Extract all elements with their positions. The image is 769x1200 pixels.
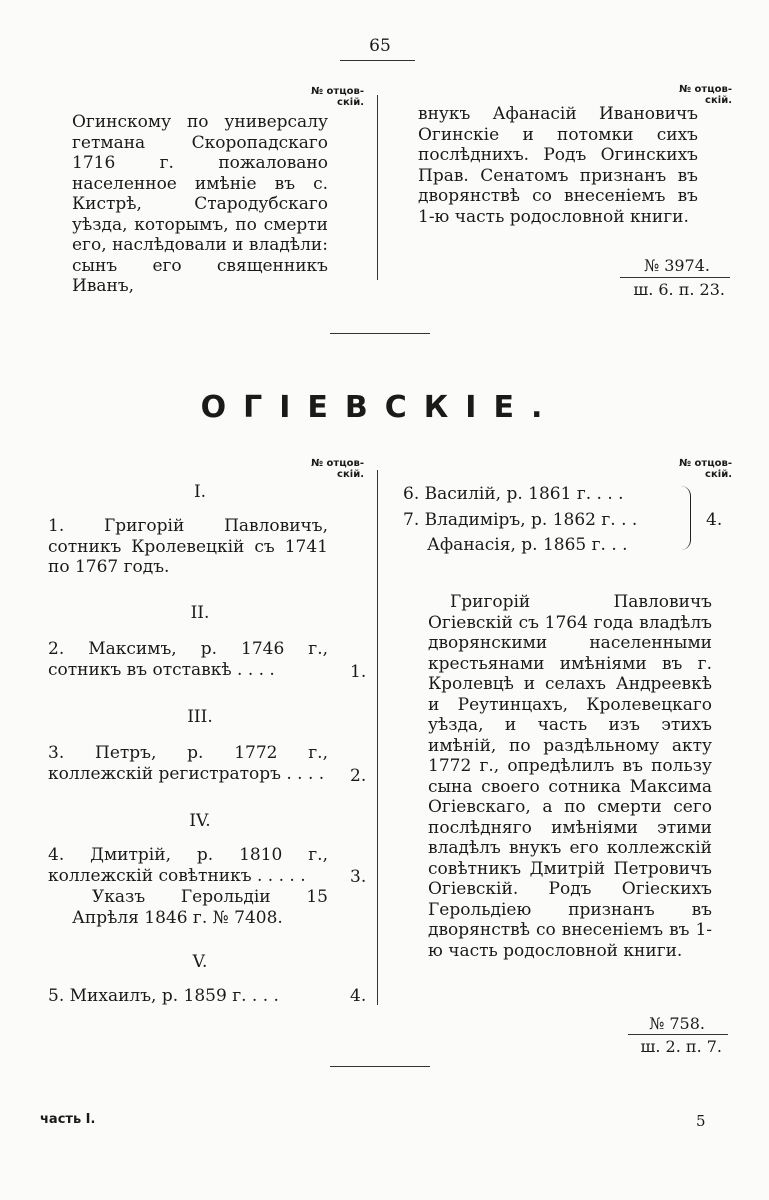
- entry-8: Афанасія, р. 1865 г. . .: [427, 535, 628, 555]
- section-title: ОГІЕВСКІЕ.: [200, 390, 560, 425]
- father-column-label-right-2: № отцов- скій.: [679, 458, 732, 480]
- entry-2: 2. Максимъ, р. 1746 г., сотникъ въ отставкѣ . . . .: [48, 639, 328, 680]
- entry-678-father: 4.: [706, 510, 723, 530]
- entry-6: 6. Василій, р. 1861 г. . . .: [403, 484, 624, 504]
- generation-4: IV.: [189, 811, 211, 831]
- bottom-ref-rule: [628, 1034, 728, 1035]
- footer-sheet-number: 5: [696, 1112, 706, 1130]
- generation-5: V.: [192, 952, 208, 972]
- separator-rule-bottom: [330, 1066, 430, 1067]
- top-ref-place: ш. 6. п. 23.: [633, 280, 725, 299]
- header-rule: [340, 60, 415, 61]
- footer-part-label: часть I.: [40, 1112, 96, 1127]
- entry-5-father: 4.: [350, 986, 367, 1006]
- top-ref-rule: [620, 277, 730, 278]
- entry-3: 3. Петръ, р. 1772 г., коллежскій регистраторъ . . . .: [48, 743, 328, 784]
- entry-4-father: 3.: [350, 867, 367, 887]
- top-column-divider: [377, 95, 378, 280]
- top-ref-number: № 3974.: [643, 256, 710, 275]
- entry-3-father: 2.: [350, 766, 367, 786]
- top-right-text: внукъ Афанасій Ивановичъ Огинскіе и потомки сихъ послѣднихъ. Родъ Огинскихъ Прав. Сенатомъ признанъ въ дворянствѣ со внесеніемъ въ 1-ю часть родословной книги.: [418, 104, 698, 227]
- father-column-label-left: № отцов- скій.: [311, 86, 364, 108]
- entry-4: 4. Дмитрій, р. 1810 г., коллежскій совѣтникъ . . . . .: [48, 845, 328, 886]
- page-number: 65: [369, 36, 391, 56]
- separator-rule-top: [330, 333, 430, 334]
- entry-7: 7. Владиміръ, р. 1862 г. . .: [403, 510, 638, 530]
- entry-2-father: 1.: [350, 662, 367, 682]
- entry-1: 1. Григорій Павловичъ, сотникъ Кролевецкій съ 1741 по 1767 годъ.: [48, 516, 328, 577]
- sibling-bracket: [680, 486, 691, 550]
- father-column-label-left-2: № отцов- скій.: [311, 458, 364, 480]
- father-column-label-right: № отцов- скій.: [679, 84, 732, 106]
- top-left-text: Огинскому по универсалу гетмана Скоропадскаго 1716 г. пожаловано населенное имѣніе въ с. Кистрѣ, Стародубскаго уѣзда, которымъ, по смерти его, наслѣдовали и владѣли: сынъ его священникъ Иванъ,: [72, 112, 328, 296]
- generation-3: III.: [187, 707, 213, 727]
- entry-4-note: Указъ Герольдіи 15 Апрѣля 1846 г. № 7408.: [72, 887, 328, 928]
- generation-1: I.: [193, 482, 207, 502]
- generation-2: II.: [190, 603, 210, 623]
- entry-5: 5. Михаилъ, р. 1859 г. . . .: [48, 986, 279, 1006]
- bottom-ref-number: № 758.: [649, 1014, 705, 1033]
- bottom-column-divider: [377, 470, 378, 1005]
- narrative-text: Григорій Павловичъ Огіевскій съ 1764 года владѣлъ дворянскими населенными крестьянами имѣніями въ г. Кролевцѣ и селахъ Андреевкѣ и Реутинцахъ, Кролевецкаго уѣзда, и часть изъ этихъ имѣній, по раздѣльному акту 1772 г., опредѣлилъ въ пользу сына своего сотника Максима Огіевскаго, а по смерти сего послѣдняго имѣніями этими владѣлъ внукъ его коллежскій совѣтникъ Дмитрій Петровичъ Огіевскій. Родъ Огіескихъ Герольдіею признанъ въ дворянствѣ со внесеніемъ въ 1-ю часть родословной книги.: [428, 592, 712, 961]
- bottom-ref-place: ш. 2. п. 7.: [640, 1037, 722, 1056]
